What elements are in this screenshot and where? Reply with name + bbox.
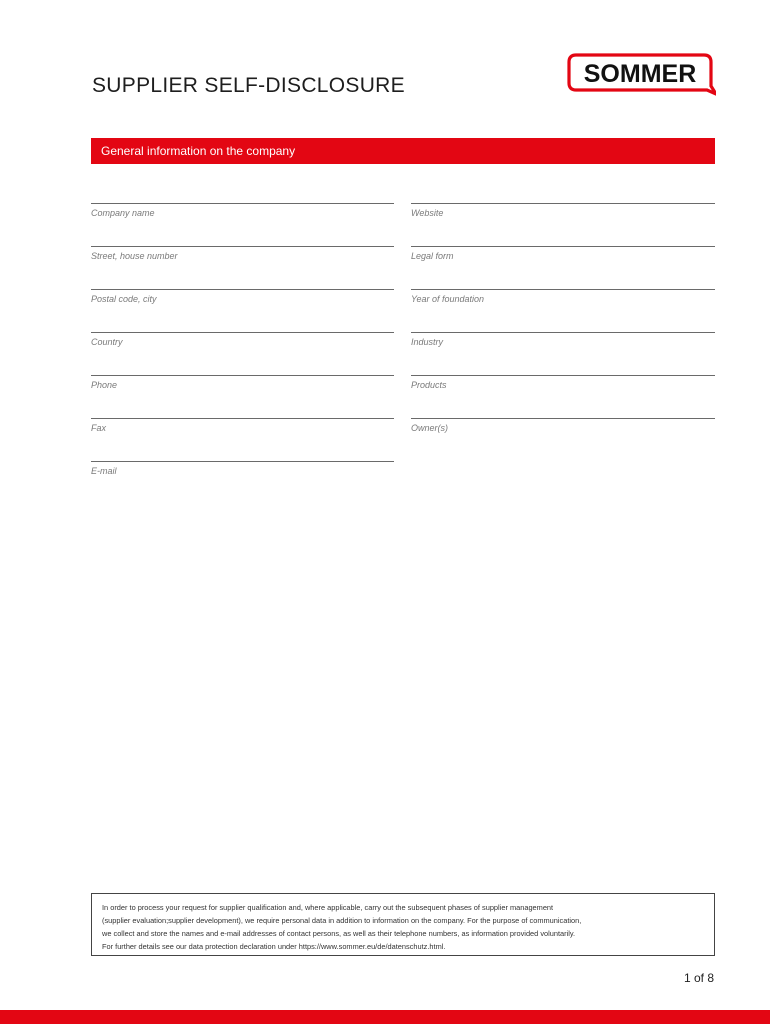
- page-number: 1 of 8: [683, 971, 714, 985]
- legal-form-field[interactable]: [411, 246, 715, 267]
- section-header-general-info: [91, 138, 715, 164]
- section-title: General information on the company: [101, 144, 296, 158]
- field-label: Website: [411, 208, 444, 218]
- field-label: E-mail: [91, 466, 117, 476]
- company-name-field[interactable]: [91, 203, 394, 224]
- field-label: Legal form: [411, 251, 454, 261]
- field-label: Industry: [411, 337, 444, 347]
- postal-code-city-field[interactable]: [91, 289, 394, 310]
- document-title: SUPPLIER SELF-DISCLOSURE: [92, 74, 405, 98]
- country-field[interactable]: [91, 332, 394, 353]
- field-label: Postal code, city: [91, 294, 157, 304]
- field-label: Company name: [91, 208, 155, 218]
- email-field[interactable]: [91, 461, 394, 482]
- website-field[interactable]: [411, 203, 715, 224]
- street-house-number-field[interactable]: [91, 246, 394, 267]
- data-protection-notice: [91, 893, 715, 956]
- field-label: Products: [411, 380, 447, 390]
- notice-line: (supplier evaluation;supplier development), we require personal data in addition to information on the company. For the purpose of communication,: [102, 916, 582, 925]
- field-label: Year of foundation: [411, 294, 485, 304]
- notice-line: For further details see our data protection declaration under https://www.sommer.eu/de/datenschutz.html.: [102, 942, 446, 951]
- notice-line: In order to process your request for supplier qualification and, where applicable, carry out the subsequent phases of supplier management: [102, 903, 554, 912]
- footer-bar: [0, 1010, 770, 1024]
- logo-text: SOMMER: [583, 60, 697, 88]
- notice-line: we collect and store the names and e-mail addresses of contact persons, as well as their telephone numbers, as information provided voluntarily.: [102, 929, 576, 938]
- phone-field[interactable]: [91, 375, 394, 396]
- field-label: Owner(s): [411, 423, 449, 433]
- year-of-foundation-field[interactable]: [411, 289, 715, 310]
- fax-field[interactable]: [91, 418, 394, 439]
- sommer-logo: [566, 52, 716, 96]
- field-label: Phone: [91, 380, 118, 390]
- field-label: Fax: [91, 423, 107, 433]
- industry-field[interactable]: [411, 332, 715, 353]
- products-field[interactable]: [411, 375, 715, 396]
- owners-field[interactable]: [411, 418, 715, 439]
- field-label: Street, house number: [91, 251, 178, 261]
- field-label: Country: [91, 337, 123, 347]
